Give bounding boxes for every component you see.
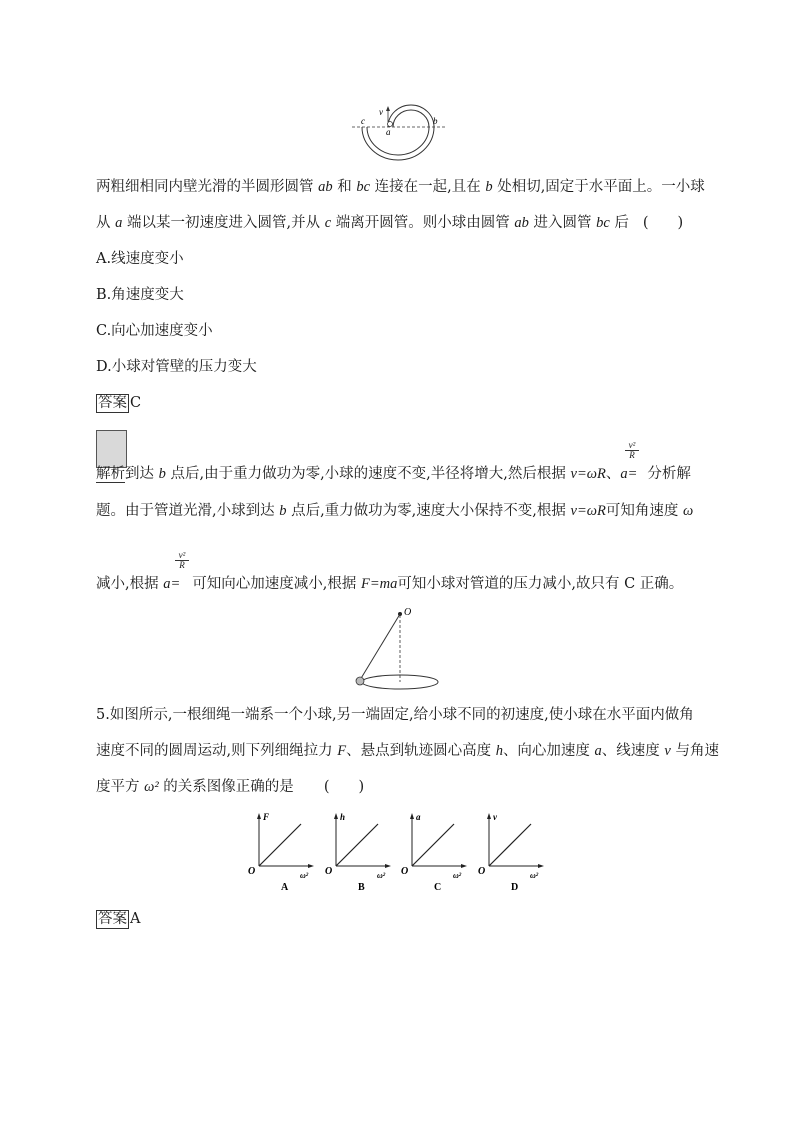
q5-answer-value: A [130,911,141,927]
analysis-line3: 减小,根据 a= 可知向心加速度减小,根据 F=ma可知小球对管道的压力减小,故只有 C 正确。 [96,576,684,592]
graph-d-ylabel: v [493,812,497,822]
answer-value: C [130,395,142,411]
graph-b [325,812,391,893]
q4-answer [96,393,141,413]
analysis-line2: 题。由于管道光滑,小球到达 b 点后,重力做功为零,速度大小保持不变,根据 v=ωR可知角速度 ω [96,503,694,519]
analysis-gray-block [96,430,127,468]
string-line [360,614,400,680]
graph-d-origin: O [478,866,486,877]
option-b: B.角速度变大 [96,287,184,303]
label-c: c [361,116,365,126]
graph-c-xlabel: ω² [453,871,462,880]
graph-c-origin: O [401,866,409,877]
q5-stem-line1: 5.如图所示,一根细绳一端系一个小球,另一端固定,给小球不同的初速度,使小球在水平面内做角 [96,707,694,723]
graph-c-line [412,824,454,866]
graph-b-origin: O [325,866,333,877]
graph-b-line [336,824,378,866]
fraction-v2-over-r-2: v² R [175,551,189,570]
q5-stem-line2: 速度不同的圆周运动,则下列细绳拉力 F、悬点到轨迹圆心高度 h、向心加速度 a、线速度 v 与角速 [96,743,719,759]
label-o: O [404,607,412,618]
label-v: v [379,107,383,117]
analysis-label: 解析 [96,466,125,482]
graph-b-caption: B [358,882,365,893]
q4-stem-line2: 从 a 端以某一初速度进入圆管,并从 c 端离开圆管。则小球由圆管 ab 进入圆管 bc 后 ( ) [96,215,684,231]
graph-a-origin: O [248,866,256,877]
label-b: b [433,116,438,126]
answer-paren: ( ) [642,215,684,231]
q5-stem-line3: 度平方 ω² 的关系图像正确的是 ( ) [96,779,365,795]
q5-answer-label: 答案 [98,911,127,927]
graph-a-ylabel: F [263,812,270,822]
graph-a-xlabel: ω² [300,871,309,880]
answer-label: 答案 [98,395,127,411]
option-d: D.小球对管壁的压力变大 [96,359,257,375]
graph-b-xlabel: ω² [377,871,386,880]
graph-d-line [489,824,531,866]
graphs-figure [245,810,550,896]
tube-bc-inner [367,127,429,155]
graph-a [248,812,314,893]
pendulum-ball [356,677,364,685]
pendulum-figure [350,606,450,692]
velocity-arrowhead [386,106,390,111]
option-c: C.向心加速度变小 [96,323,213,339]
graph-c-ylabel: a [416,812,421,822]
option-a: A.线速度变小 [96,251,184,267]
fraction-v2-over-r-1: v² R [625,441,639,460]
tube-ab-inner [393,110,429,127]
ball [388,122,393,127]
graph-a-line [259,824,301,866]
tube-figure [350,100,450,162]
graph-c-caption: C [434,882,442,893]
graph-c [401,812,467,893]
analysis-line1: 解析到达 b 点后,由于重力做功为零,小球的速度不变,半径将增大,然后根据 v=ωR、a= 分析解 [96,466,691,482]
graph-a-caption: A [281,882,289,893]
graph-d [478,812,544,893]
graph-d-xlabel: ω² [530,871,539,880]
label-a: a [386,127,391,137]
graph-d-caption: D [511,882,519,893]
graph-b-ylabel: h [340,812,346,822]
q5-answer [96,909,140,929]
q4-stem-line1: 两粗细相同内壁光滑的半圆形圆管 ab 和 bc 连接在一起,且在 b 处相切,固定于水平面上。一小球 [96,179,705,195]
tube-ab [388,105,434,127]
